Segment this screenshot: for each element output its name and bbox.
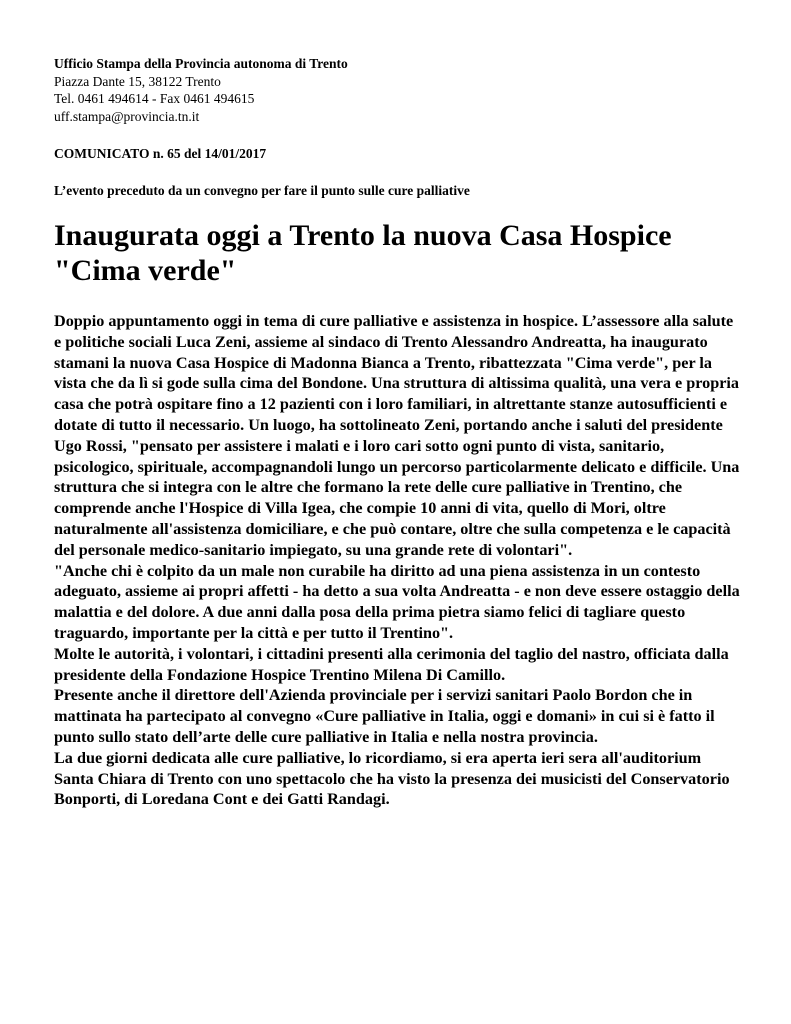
article-subtitle: L’evento preceduto da un convegno per fare il punto sulle cure palliative bbox=[54, 182, 470, 198]
article-body bbox=[54, 311, 744, 810]
body-paragraph: Molte le autorità, i volontari, i cittadini presenti alla cerimonia del taglio del nastro, officiata dalla presidente della Fondazione Hospice Trentino Milena Di Camillo. bbox=[54, 644, 729, 684]
comunicato-number-date: COMUNICATO n. 65 del 14/01/2017 bbox=[54, 146, 267, 161]
body-paragraph: La due giorni dedicata alle cure palliative, lo ricordiamo, si era aperta ieri sera all'auditorium Santa Chiara di Trento con uno spettacolo che ha visto la presenza dei musicisti del Conservatorio Bonporti, di Loredana Cont e dei Gatti Randagi. bbox=[54, 748, 730, 809]
press-office-address: Piazza Dante 15, 38122 Trento bbox=[54, 73, 221, 89]
article-headline: Inaugurata oggi a Trento la nuova Casa Hospice "Cima verde" bbox=[54, 219, 672, 287]
body-paragraph: "Anche chi è colpito da un male non curabile ha diritto ad una piena assistenza in un contesto adeguato, assieme ai propri affetti - ha detto a sua volta Andreatta - e non deve essere ostaggio della malattia e del dolore. A due anni dalla posa della prima pietra siamo felici di tagliare questo traguardo, importante per la città e per tutto il Trentino". bbox=[54, 561, 740, 642]
press-office-email: uff.stampa@provincia.tn.it bbox=[54, 108, 200, 124]
body-paragraph: Doppio appuntamento oggi in tema di cure palliative e assistenza in hospice. L’assessore alla salute e politiche sociali Luca Zeni, assieme al sindaco di Trento Alessandro Andreatta, ha inaugurato stamani la nuova Casa Hospice di Madonna Bianca a Trento, ribattezzata "Cima verde", per la vista che da lì si gode sulla cima del Bondone. Una struttura di altissima qualità, una vera e propria casa che potrà ospitare fino a 12 pazienti con i loro familiari, in altrettante stanze autosufficienti e dotate di tutto il necessario. Un luogo, ha sottolineato Zeni, portando anche i saluti del presidente Ugo Rossi, "pensato per assistere i malati e i loro cari sotto ogni punto di vista, sanitario, psicologico, spirituale, accompagnandoli lungo un percorso particolarmente delicato e difficile. Una struttura che si integra con le altre che formano la rete delle cure palliative in Trentino, che comprende anche l'Hospice di Villa Igea, che compie 10 anni di vita, quello di Mori, oltre naturalmente all'assistenza domiciliare, e che può contare, oltre che sulla competenza e le capacità del personale medico-sanitario impiegato, su una grande rete di volontari". bbox=[54, 312, 740, 559]
body-paragraph: Presente anche il direttore dell'Azienda provinciale per i servizi sanitari Paolo Bordon che in mattinata ha partecipato al convegno «Cure palliative in Italia, oggi e domani» in cui si è fatto il punto sullo stato dell’arte delle cure palliative in Italia e nella nostra provincia. bbox=[54, 686, 715, 746]
press-office-name: Ufficio Stampa della Provincia autonoma di Trento bbox=[54, 56, 348, 71]
press-office-phone-fax: Tel. 0461 494614 - Fax 0461 494615 bbox=[54, 91, 255, 106]
press-release-page bbox=[54, 55, 744, 810]
press-office-header bbox=[54, 55, 744, 125]
